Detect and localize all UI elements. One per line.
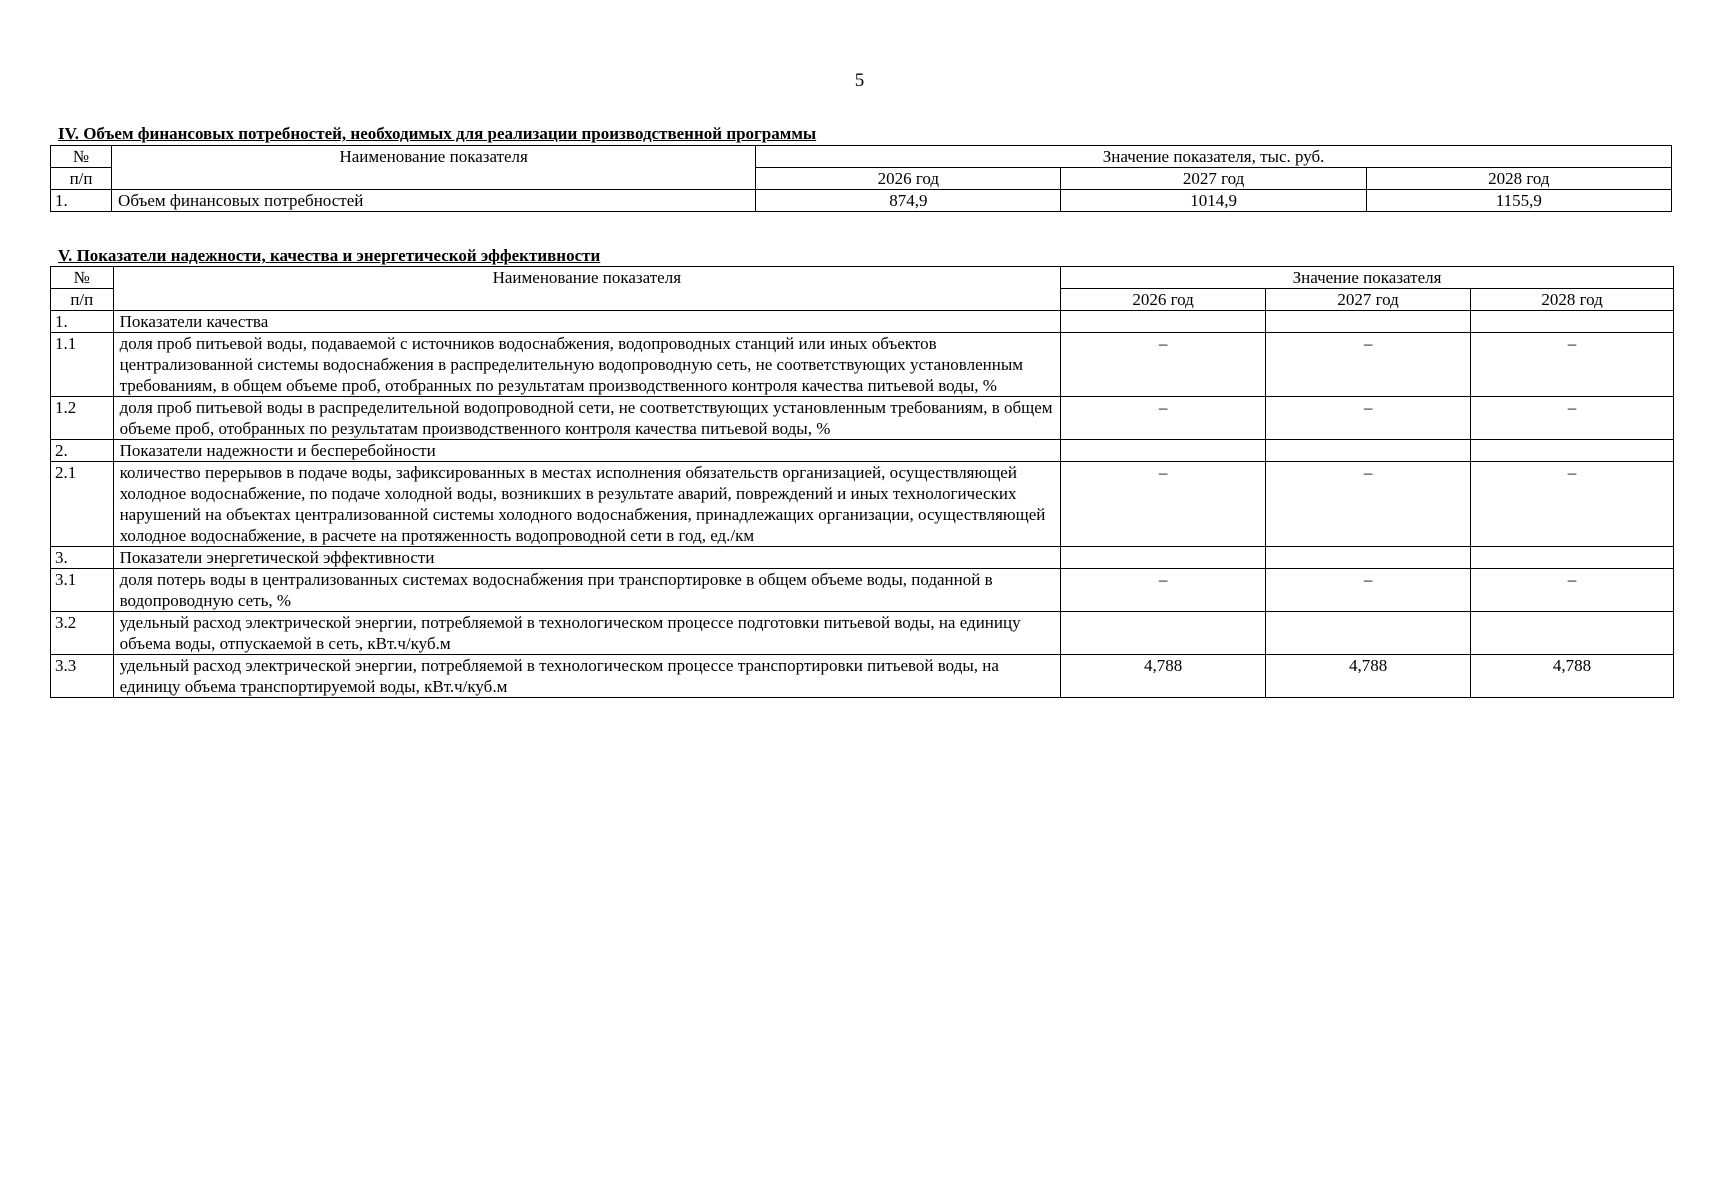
row-value <box>1471 547 1674 569</box>
row-num: 3. <box>51 547 114 569</box>
header-name: Наименование показателя <box>113 267 1060 311</box>
header-num-sub: п/п <box>51 168 112 190</box>
row-value: – <box>1266 333 1471 397</box>
row-value: – <box>1266 569 1471 612</box>
header-year: 2026 год <box>756 168 1061 190</box>
row-num: 1. <box>51 190 112 212</box>
header-num: № <box>51 146 112 168</box>
header-year: 2027 год <box>1266 289 1471 311</box>
row-value <box>1061 311 1266 333</box>
table-row <box>51 612 1674 655</box>
header-value: Значение показателя, тыс. руб. <box>756 146 1672 168</box>
row-num: 1.1 <box>51 333 114 397</box>
section-iv-title: IV. Объем финансовых потребностей, необходимых для реализации производственной программы <box>58 124 817 143</box>
row-name: доля проб питьевой воды, подаваемой с источников водоснабжения, водопроводных станций или иных объектов централизованной системы водоснабжения в распределительную водопроводную сеть, не соответствующих установленным требованиям, в общем объеме проб, отобранных по результатам производственного контроля качества питьевой воды, % <box>113 333 1060 397</box>
row-value <box>1471 311 1674 333</box>
header-year: 2028 год <box>1366 168 1671 190</box>
row-value: – <box>1471 397 1674 440</box>
row-name: доля проб питьевой воды в распределительной водопроводной сети, не соответствующих установленным требованиям, в общем объеме проб, отобранных по результатам производственного контроля качества питьевой воды, % <box>113 397 1060 440</box>
row-value <box>1266 612 1471 655</box>
table-row <box>51 655 1674 698</box>
row-value: – <box>1266 462 1471 547</box>
row-name: доля потерь воды в централизованных системах водоснабжения при транспортировке в общем объеме воды, поданной в водопроводную сеть, % <box>113 569 1060 612</box>
row-name: количество перерывов в подаче воды, зафиксированных в местах исполнения обязательств организацией, осуществляющей холодное водоснабжение, по подаче холодной воды, возникших в результате аварий, повреждений и иных технологических нарушений на объектах централизованной системы холодного водоснабжения, принадлежащих организации, осуществляющей холодное водоснабжение, в расчете на протяженность водопроводной сети в год, ед./км <box>113 462 1060 547</box>
header-year: 2028 год <box>1471 289 1674 311</box>
row-name: Показатели энергетической эффективности <box>113 547 1060 569</box>
table-row <box>51 333 1674 397</box>
row-value: – <box>1471 569 1674 612</box>
indicators-table <box>50 266 1674 698</box>
row-value <box>1266 440 1471 462</box>
row-value <box>1266 547 1471 569</box>
table-row <box>51 462 1674 547</box>
row-num: 3.2 <box>51 612 114 655</box>
page-number: 5 <box>854 70 865 91</box>
table-row <box>51 190 1672 212</box>
header-year: 2027 год <box>1061 168 1366 190</box>
row-value: 874,9 <box>756 190 1061 212</box>
row-name: Показатели надежности и бесперебойности <box>113 440 1060 462</box>
row-value <box>1061 612 1266 655</box>
row-name: удельный расход электрической энергии, потребляемой в технологическом процессе транспортировки питьевой воды, на единицу объема транспортируемой воды, кВт.ч/куб.м <box>113 655 1060 698</box>
row-name: удельный расход электрической энергии, потребляемой в технологическом процессе подготовки питьевой воды, на единицу объема воды, отпускаемой в сеть, кВт.ч/куб.м <box>113 612 1060 655</box>
row-value: – <box>1471 462 1674 547</box>
row-value: 1155,9 <box>1366 190 1671 212</box>
row-value: – <box>1471 333 1674 397</box>
header-value: Значение показателя <box>1061 267 1674 289</box>
table-row <box>51 397 1674 440</box>
row-name: Объем финансовых потребностей <box>112 190 756 212</box>
row-value <box>1266 311 1471 333</box>
row-value: – <box>1061 569 1266 612</box>
row-value <box>1061 547 1266 569</box>
header-name: Наименование показателя <box>112 146 756 190</box>
row-value: 4,788 <box>1061 655 1266 698</box>
table-row <box>51 547 1674 569</box>
row-value <box>1471 612 1674 655</box>
table-row <box>51 311 1674 333</box>
row-value: – <box>1061 462 1266 547</box>
header-num-sub: п/п <box>51 289 114 311</box>
financial-needs-table <box>50 145 1672 212</box>
row-value: 4,788 <box>1266 655 1471 698</box>
row-num: 3.3 <box>51 655 114 698</box>
row-num: 1. <box>51 311 114 333</box>
row-value: – <box>1266 397 1471 440</box>
row-num: 2. <box>51 440 114 462</box>
row-value: – <box>1061 397 1266 440</box>
row-value <box>1061 440 1266 462</box>
row-num: 2.1 <box>51 462 114 547</box>
row-value: – <box>1061 333 1266 397</box>
row-num: 1.2 <box>51 397 114 440</box>
header-num: № <box>51 267 114 289</box>
header-year: 2026 год <box>1061 289 1266 311</box>
row-name: Показатели качества <box>113 311 1060 333</box>
table-row <box>51 440 1674 462</box>
row-num: 3.1 <box>51 569 114 612</box>
row-value: 1014,9 <box>1061 190 1366 212</box>
table-row <box>51 569 1674 612</box>
row-value: 4,788 <box>1471 655 1674 698</box>
row-value <box>1471 440 1674 462</box>
section-v-title: V. Показатели надежности, качества и энергетической эффективности <box>58 246 601 265</box>
